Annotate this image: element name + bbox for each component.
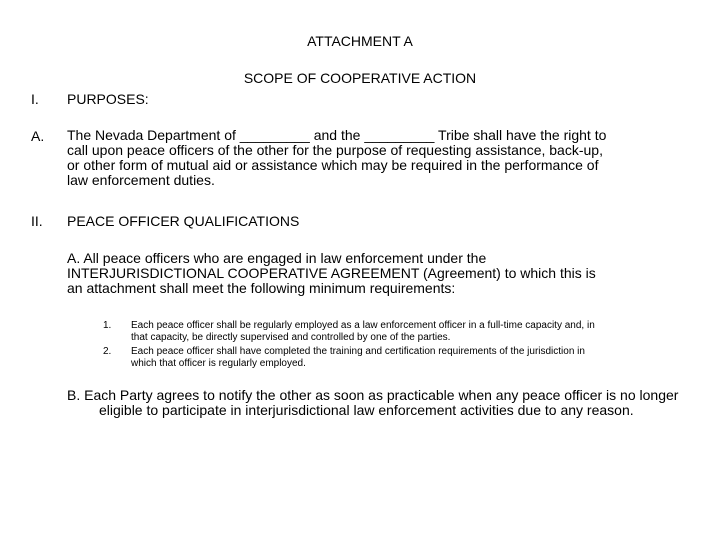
requirement-1-number: 1. [103,320,112,331]
requirement-line: that capacity, be directly supervised and controlled by one of the parties. [131,332,451,343]
paragraph-line: an attachment shall meet the following minimum requirements: [67,280,456,296]
section-heading-purposes: PURPOSES: [67,91,149,107]
requirement-line: which that officer is regularly employed. [131,358,306,369]
subsection-b-paragraph [67,388,678,418]
section-number-ii: II. [31,213,43,229]
subsection-a-paragraph [67,251,596,296]
paragraph-line: INTERJURISDICTIONAL COOPERATIVE AGREEMENT (Agreement) to which this is [67,265,596,281]
document-subtitle: SCOPE OF COOPERATIVE ACTION [243,70,477,86]
paragraph-line: A. All peace officers who are engaged in law enforcement under the [67,250,487,266]
section-number-i: I. [31,91,39,107]
paragraph-line: eligible to participate in interjurisdictional law enforcement activities due to any reason. [99,402,634,418]
requirement-line: Each peace officer shall be regularly employed as a law enforcement officer in a full-time capacity and, in [131,320,595,331]
item-a-paragraph [67,128,606,188]
requirement-1-text [131,320,595,344]
paragraph-line: law enforcement duties. [67,172,215,188]
item-a-number: A. [31,128,45,144]
paragraph-line: The Nevada Department of _________ and the _________ Tribe shall have the right to [67,127,607,143]
document-title: ATTACHMENT A [307,33,413,49]
requirement-2-number: 2. [103,346,112,357]
section-heading-qualifications: PEACE OFFICER QUALIFICATIONS [67,213,300,229]
paragraph-line: call upon peace officers of the other for the purpose of requesting assistance, back-up, [67,142,603,158]
requirement-line: Each peace officer shall have completed the training and certification requirements of the jurisdiction in [131,346,585,357]
paragraph-line: or other form of mutual aid or assistance which may be required in the performance of [67,157,599,173]
requirement-2-text [131,346,585,370]
paragraph-line: B. Each Party agrees to notify the other as soon as practicable when any peace officer is no longer [67,387,679,403]
